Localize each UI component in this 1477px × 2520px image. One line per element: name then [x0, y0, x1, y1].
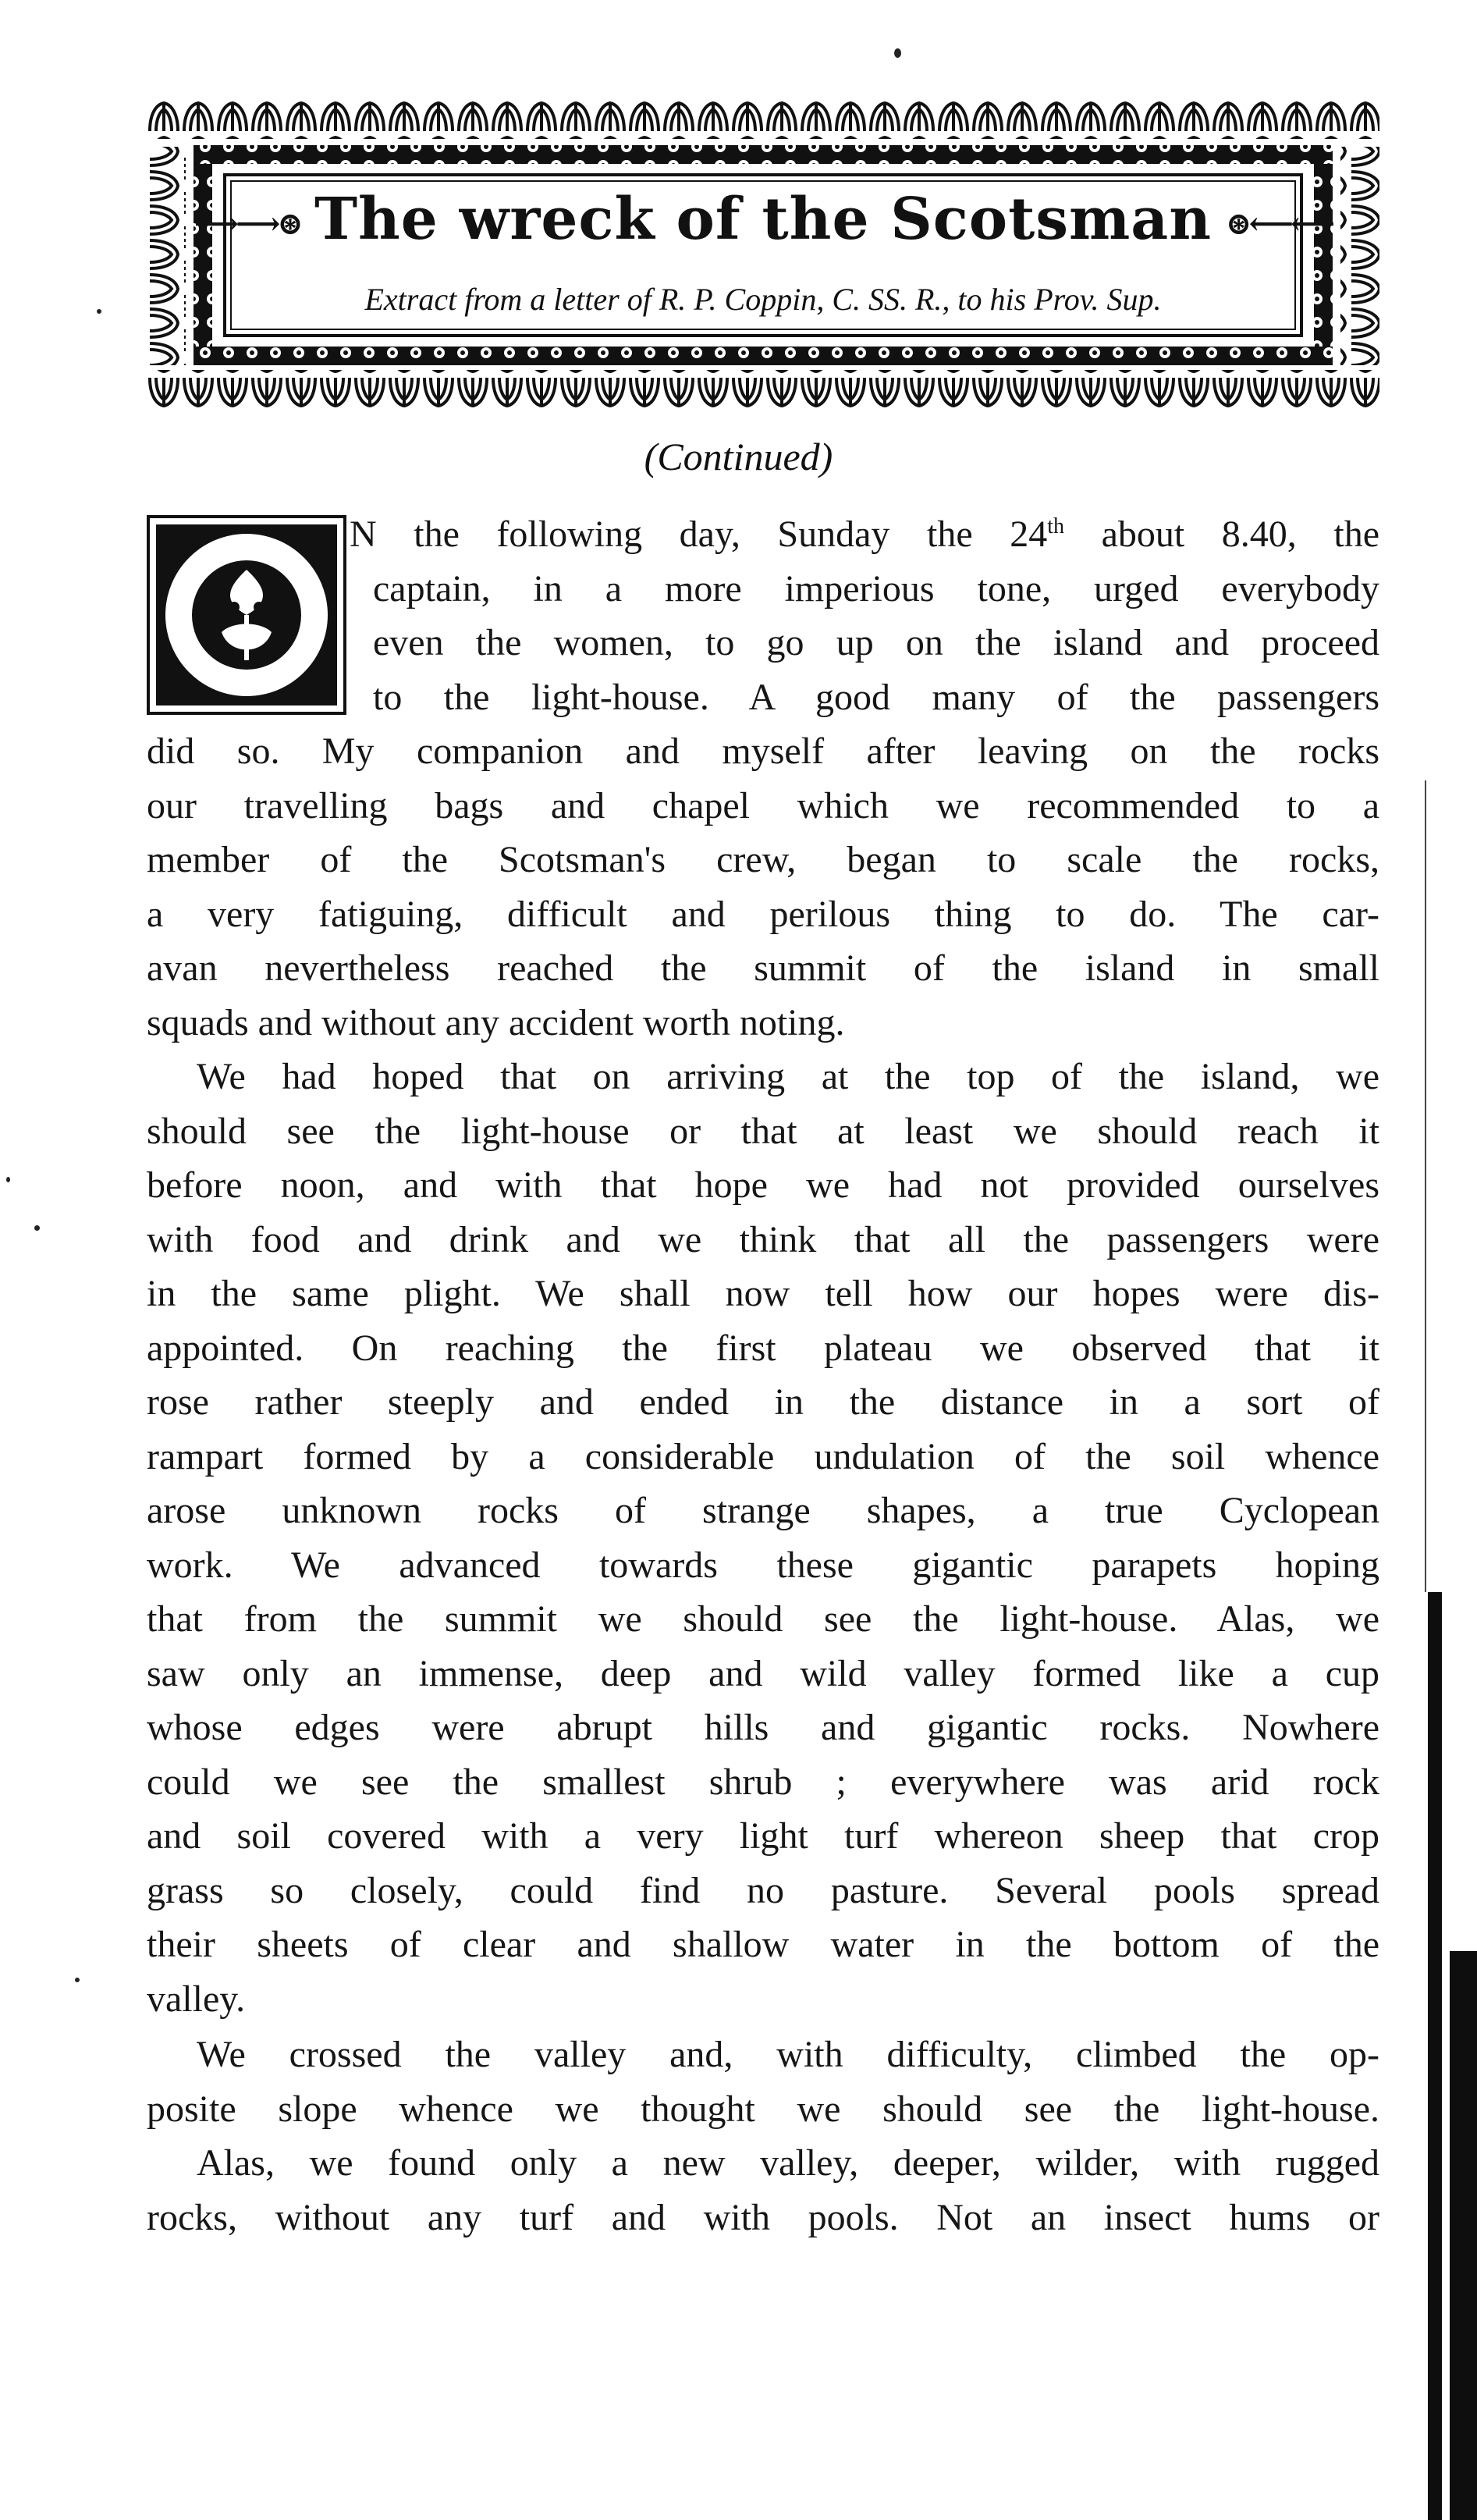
continued-label: (Continued): [644, 435, 833, 478]
title-right-ornament: ⊛⟵⟵: [1226, 205, 1333, 242]
text-line: their sheets of clear and shallow water in the bottom of the: [147, 1924, 1379, 1965]
text-line: Alas, we found only a new valley, deeper, wilder, with rugged: [197, 2142, 1379, 2184]
header-ornamental-frame: [147, 100, 1379, 412]
text-line: should see the light-house or that at least we should reach it: [147, 1110, 1379, 1152]
text-line: with food and drink and we think that all the passengers were: [147, 1218, 1379, 1260]
stray-mark: [97, 309, 101, 314]
text-line: in the same plight. We shall now tell how our hopes were dis-: [147, 1273, 1379, 1314]
text-line: that from the summit we should see the light-house. Alas, we: [147, 1598, 1379, 1640]
text-line: our travelling bags and chapel which we recommended to a: [147, 784, 1379, 826]
text-line: rocks, without any turf and with pools. Not an insect hums or: [147, 2196, 1379, 2238]
paragraph-3: [147, 2028, 1379, 2245]
article-subtitle: Extract from a letter of R. P. Coppin, C. SS. R., to his Prov. Sup.: [364, 282, 1162, 317]
stray-mark: [894, 48, 901, 58]
article-title-text: The wreck of the Scotsman: [314, 186, 1212, 253]
text-line: saw only an immense, deep and wild valley formed like a cup: [147, 1652, 1379, 1694]
text-line: rampart formed by a considerable undulation of the soil whence: [147, 1435, 1379, 1477]
text-line: even the women, to go up on the island and proceed: [373, 622, 1379, 663]
text-line: valley.: [147, 1978, 246, 2020]
text-line: whose edges were abrupt hills and gigantic rocks. Nowhere: [147, 1707, 1379, 1748]
paragraph-1: [147, 507, 1379, 1050]
page-edge-shadow: [1428, 1592, 1442, 2520]
text-line: grass so closely, could find no pasture. Several pools spread: [147, 1869, 1379, 1911]
page-edge-rule: [1425, 780, 1426, 1592]
text-line: N the following day, Sunday the 24th about 8.40, the: [350, 514, 1379, 555]
text-line: squads and without any accident worth noting.: [147, 1001, 845, 1043]
stray-mark: [6, 1177, 10, 1182]
text-line: captain, in a more imperious tone, urged everybody: [373, 567, 1379, 610]
text-line: and soil covered with a very light turf whereon sheep that crop: [147, 1815, 1379, 1857]
text-line: We had hoped that on arriving at the top of the island, we: [197, 1056, 1379, 1097]
ornamental-border: [147, 100, 1379, 412]
article-title: [147, 186, 1379, 253]
text-line: posite slope whence we thought we should see the light-house.: [147, 2088, 1379, 2130]
text-line: before noon, and with that hope we had not provided ourselves: [147, 1164, 1379, 1206]
text-line: avan nevertheless reached the summit of the island in small: [147, 947, 1379, 989]
text-line: rose rather steeply and ended in the distance in a sort of: [147, 1381, 1379, 1423]
page-edge-shadow-lower: [1450, 1951, 1477, 2520]
text-line: appointed. On reaching the first plateau we observed that it: [147, 1327, 1379, 1369]
paragraph-2: [147, 1050, 1379, 2026]
title-left-ornament: ⟶⟶⊛: [194, 205, 300, 242]
text-line: could we see the smallest shrub ; everywhere was arid rock: [147, 1761, 1379, 1803]
text-line: We crossed the valley and, with difficulty, climbed the op-: [197, 2034, 1379, 2075]
text-line: a very fatiguing, difficult and perilous thing to do. The car-: [147, 893, 1379, 935]
text-line: to the light-house. A good many of the passengers: [373, 676, 1379, 718]
text-line: member of the Scotsman's crew, began to scale the rocks,: [147, 839, 1379, 880]
text-line: did so. My companion and myself after leaving on the rocks: [147, 730, 1379, 772]
text-line: arose unknown rocks of strange shapes, a true Cyclopean: [147, 1490, 1379, 1531]
stray-mark: [34, 1225, 40, 1231]
text-line: work. We advanced towards these gigantic parapets hoping: [147, 1544, 1379, 1586]
stray-mark: [75, 1978, 80, 1982]
